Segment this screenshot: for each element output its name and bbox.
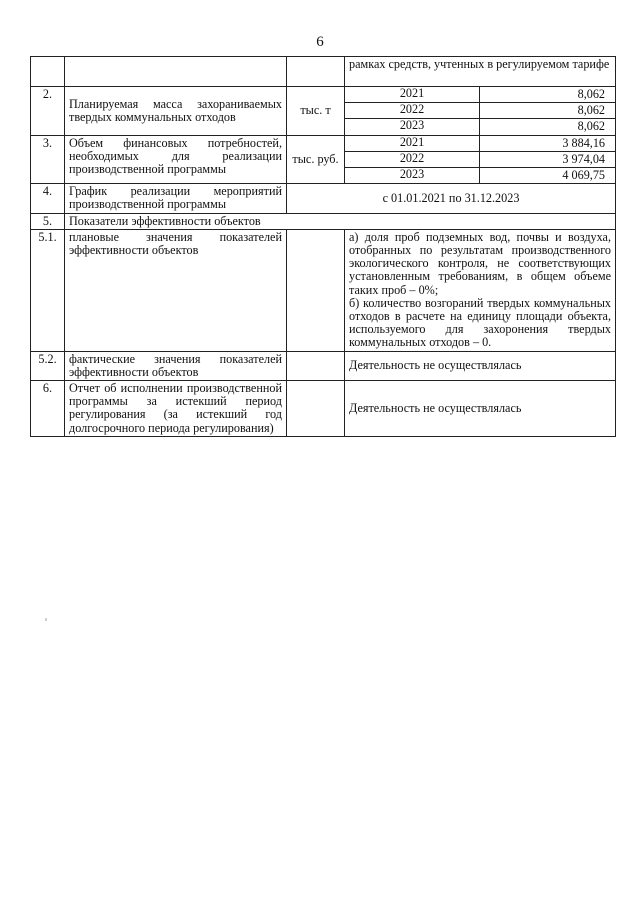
row-number: 5.1. bbox=[31, 229, 65, 351]
value-cell: 3 974,04 bbox=[480, 151, 616, 167]
year-cell: 2023 bbox=[345, 168, 480, 184]
continuation-text: рамках средств, учтенных в регулируемом тарифе bbox=[345, 57, 616, 87]
row-number: 4. bbox=[31, 184, 65, 213]
cell-num-empty bbox=[31, 57, 65, 87]
table-row-4 bbox=[31, 184, 616, 213]
table-row-5-2 bbox=[31, 351, 616, 380]
row-name-planned-mass: Планируемая масса захораниваемых твердых коммунальных отходов bbox=[65, 87, 287, 136]
report-value: Деятельность не осуществлялась bbox=[345, 381, 616, 437]
year-cell: 2023 bbox=[345, 119, 480, 135]
row-number: 6. bbox=[31, 381, 65, 437]
table-row-continuation bbox=[31, 57, 616, 87]
year-cell: 2022 bbox=[345, 151, 480, 167]
row-name-schedule: График реализации мероприятий производственной программы bbox=[65, 184, 287, 213]
table-row-6 bbox=[31, 381, 616, 437]
cell-name-empty bbox=[65, 57, 287, 87]
row-name-report: Отчет об исполнении производственной программы за истекший период регулирования (за истекший год долгосрочного периода регулирования) bbox=[65, 381, 287, 437]
row-number: 3. bbox=[31, 135, 65, 184]
program-table bbox=[30, 56, 616, 437]
cell-unit-empty bbox=[287, 57, 345, 87]
cell-unit-empty bbox=[287, 351, 345, 380]
table-row-5 bbox=[31, 213, 616, 229]
schedule-period: с 01.01.2021 по 31.12.2023 bbox=[287, 184, 616, 213]
row-name-efficiency: Показатели эффективности объектов bbox=[65, 213, 616, 229]
row-unit: тыс. т bbox=[287, 87, 345, 136]
row-name-financial-needs: Объем финансовых потребностей, необходимых для реализации производственной программы bbox=[65, 135, 287, 184]
row-name-actual-indicators: фактические значения показателей эффективности объектов bbox=[65, 351, 287, 380]
row-number: 5. bbox=[31, 213, 65, 229]
indicator-b: б) количество возгораний твердых коммунальных отходов в расчете на единицу площади объекта, используемого для захоронения твердых коммунальных отходов – 0. bbox=[349, 295, 612, 350]
scan-artifact bbox=[45, 618, 47, 621]
year-cell: 2021 bbox=[345, 87, 480, 103]
cell-unit-empty bbox=[287, 229, 345, 351]
page-number: 6 bbox=[316, 34, 324, 50]
year-cell: 2022 bbox=[345, 103, 480, 119]
actual-indicators-value: Деятельность не осуществлялась bbox=[345, 351, 616, 380]
value-cell: 8,062 bbox=[480, 103, 616, 119]
indicator-a: а) доля проб подземных вод, почвы и воздуха, отобранных по результатам производственного экологического контроля, не соответствующих установленным требованиям, в общем объеме таких проб – 0%; bbox=[349, 229, 612, 297]
row-name-planned-indicators: плановые значения показателей эффективности объектов bbox=[65, 229, 287, 351]
cell-unit-empty bbox=[287, 381, 345, 437]
value-cell: 4 069,75 bbox=[480, 168, 616, 184]
row-number: 5.2. bbox=[31, 351, 65, 380]
year-cell: 2021 bbox=[345, 135, 480, 151]
value-cell: 8,062 bbox=[480, 87, 616, 103]
row-number: 2. bbox=[31, 87, 65, 136]
row-unit: тыс. руб. bbox=[287, 135, 345, 184]
value-cell: 8,062 bbox=[480, 119, 616, 135]
table-row-2-year-1 bbox=[31, 87, 616, 103]
table-row-3-year-1 bbox=[31, 135, 616, 151]
table-row-5-1 bbox=[31, 229, 616, 351]
value-cell: 3 884,16 bbox=[480, 135, 616, 151]
planned-indicators-list bbox=[345, 229, 616, 351]
